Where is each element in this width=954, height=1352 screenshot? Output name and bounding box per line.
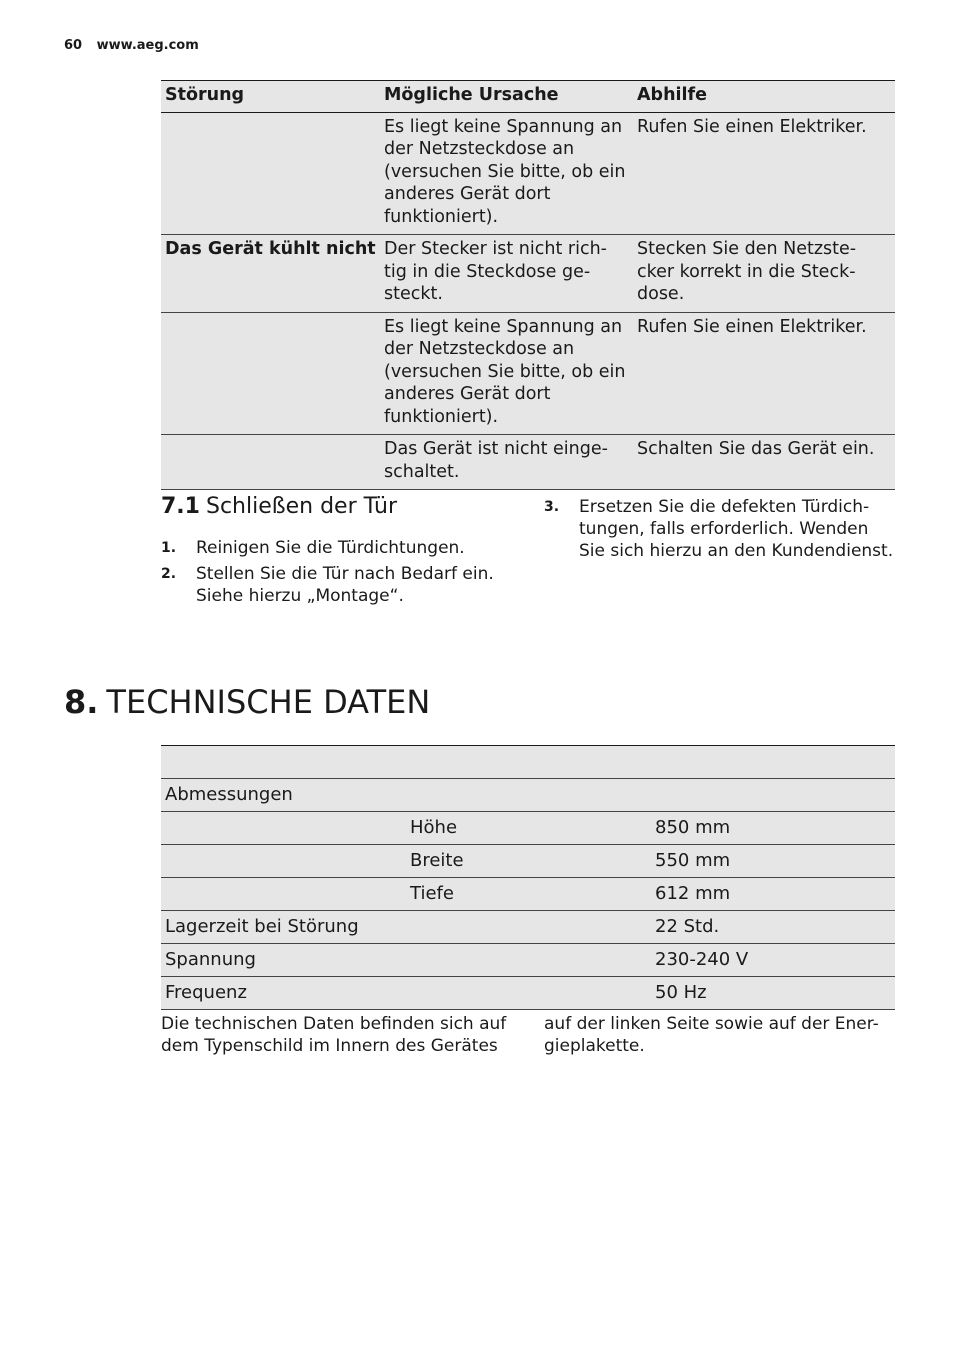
- table-cell: [161, 812, 406, 845]
- table-cell: Tiefe: [406, 878, 651, 911]
- table-row: [161, 312, 895, 435]
- table-row: [161, 977, 895, 1010]
- table-cell: 50 Hz: [651, 977, 895, 1010]
- table-cell: [651, 779, 895, 812]
- step-number: 2.: [161, 566, 177, 582]
- table-cell: Spannung: [161, 944, 406, 977]
- table-row: [161, 112, 895, 235]
- list-item: [161, 537, 506, 559]
- table-cell: Frequenz: [161, 977, 406, 1010]
- website: www.aeg.com: [96, 38, 199, 53]
- section-title: TECHNISCHE DATEN: [106, 683, 431, 721]
- table-cell: [406, 944, 651, 977]
- table-row: [161, 435, 895, 490]
- table-cell: Das Gerät kühlt nicht: [161, 235, 380, 313]
- steps-list-right: [544, 496, 894, 566]
- footnote-left: Die technischen Daten befinden sich auf dem Typenschild im Innern des Gerätes: [161, 1014, 507, 1056]
- page-header: [64, 38, 199, 53]
- table-cell: [161, 746, 406, 779]
- table-row: [161, 235, 895, 313]
- step-text: Stellen Sie die Tür nach Bedarf ein. Siehe hierzu „Montage“.: [196, 564, 494, 606]
- step-number: 1.: [161, 540, 177, 556]
- table-cell: Abmessungen: [161, 779, 406, 812]
- table-cell: Rufen Sie einen Elektriker.: [633, 312, 895, 435]
- list-item: [544, 496, 894, 562]
- table-header-row: [161, 81, 895, 113]
- step-number: 3.: [544, 499, 560, 515]
- column-header: Mögliche Ursache: [380, 81, 633, 113]
- table-cell: [161, 312, 380, 435]
- table-cell: Es liegt keine Spannung an der Netzsteckdose an (versuchen Sie bitte, ob ein anderes Gerät dort funktioniert).: [380, 112, 633, 235]
- table-cell: [406, 779, 651, 812]
- section-heading-8: [64, 683, 430, 721]
- table-row: [161, 878, 895, 911]
- step-text: Reinigen Sie die Türdichtungen.: [196, 538, 465, 558]
- footnote-right: auf der linken Seite sowie auf der Ener-gieplakette.: [544, 1014, 879, 1056]
- table-cell: Stecken Sie den Netzste-cker korrekt in die Steck-dose.: [633, 235, 895, 313]
- list-item: [161, 563, 506, 607]
- table-row: [161, 779, 895, 812]
- table-cell: 550 mm: [651, 845, 895, 878]
- section-number: 8.: [64, 683, 99, 721]
- table-row: [161, 944, 895, 977]
- column-header: Abhilfe: [633, 81, 895, 113]
- table-cell: Lagerzeit bei Störung: [161, 911, 406, 944]
- table-cell: Das Gerät ist nicht einge-schaltet.: [380, 435, 633, 490]
- table-cell: Schalten Sie das Gerät ein.: [633, 435, 895, 490]
- steps-list-left: [161, 537, 506, 611]
- table-cell: [406, 977, 651, 1010]
- table-row: [161, 746, 895, 779]
- table-cell: [161, 112, 380, 235]
- table-cell: [161, 435, 380, 490]
- page-number: 60: [64, 38, 83, 53]
- table-cell: 850 mm: [651, 812, 895, 845]
- table-cell: 22 Std.: [651, 911, 895, 944]
- table-cell: [161, 878, 406, 911]
- table-cell: 612 mm: [651, 878, 895, 911]
- table-row: [161, 911, 895, 944]
- table-cell: Der Stecker ist nicht rich-tig in die Steckdose ge-steckt.: [380, 235, 633, 313]
- table-cell: Höhe: [406, 812, 651, 845]
- section-heading-7-1: [161, 494, 397, 519]
- table-cell: [161, 845, 406, 878]
- table-cell: [406, 746, 651, 779]
- table-cell: Rufen Sie einen Elektriker.: [633, 112, 895, 235]
- table-row: [161, 812, 895, 845]
- column-header: Störung: [161, 81, 380, 113]
- table-cell: Es liegt keine Spannung an der Netzsteckdose an (versuchen Sie bitte, ob ein anderes Gerät dort funktioniert).: [380, 312, 633, 435]
- table-cell: Breite: [406, 845, 651, 878]
- table-cell: 230-240 V: [651, 944, 895, 977]
- section-title: Schließen der Tür: [205, 494, 398, 519]
- table-row: [161, 845, 895, 878]
- troubleshooting-table: [161, 80, 895, 490]
- table-cell: [651, 746, 895, 779]
- step-text: Ersetzen Sie die defekten Türdich-tungen, falls erforderlich. Wenden Sie sich hierzu an den Kundendienst.: [579, 497, 894, 561]
- technical-data-table: [161, 745, 895, 1010]
- section-number: 7.1: [161, 494, 200, 519]
- table-cell: [406, 911, 651, 944]
